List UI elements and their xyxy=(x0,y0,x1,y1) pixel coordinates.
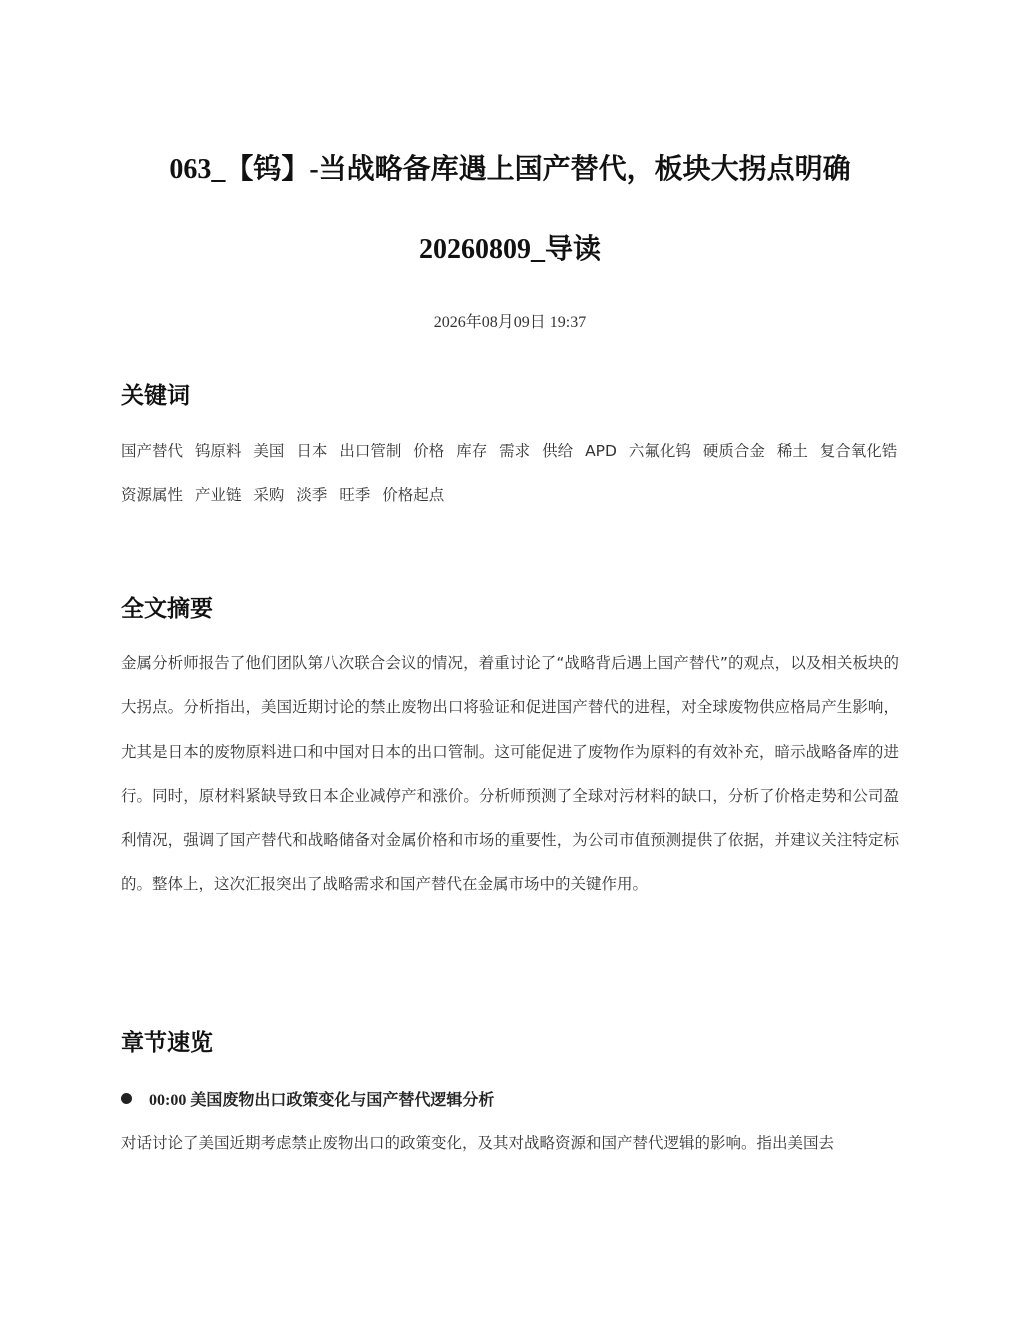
chapter-item-title xyxy=(121,1086,899,1115)
keyword-item: 资源属性 xyxy=(121,486,184,504)
chapter-item-text: 对话讨论了美国近期考虑禁止废物出口的政策变化，及其对战略资源和国产替代逻辑的影响。指出美国去 xyxy=(121,1134,835,1152)
keyword-item: 美国 xyxy=(253,442,285,460)
keyword-item: 价格起点 xyxy=(382,486,445,504)
keyword-item: 供给 xyxy=(542,442,574,460)
chapter-time: 00:00 xyxy=(149,1092,187,1109)
bullet-icon xyxy=(121,1093,132,1104)
keyword-item: 出口管制 xyxy=(339,442,402,460)
summary-heading: 全文摘要 xyxy=(121,596,213,622)
keyword-item: 采购 xyxy=(253,486,285,504)
title-line-1: 063_【钨】-当战略备库遇上国产替代，板块大拐点明确 xyxy=(169,154,851,185)
title-line-2: 20260809_导读 xyxy=(418,234,601,265)
keyword-item: APD xyxy=(585,442,617,460)
chapter-title: 美国废物出口政策变化与国产替代逻辑分析 xyxy=(190,1090,495,1109)
keyword-item: 库存 xyxy=(456,442,488,460)
keywords-list xyxy=(121,429,911,517)
chapters-heading: 章节速览 xyxy=(121,1030,213,1056)
document-title xyxy=(101,130,919,290)
keyword-item: 六氟化钨 xyxy=(628,442,691,460)
keyword-item: 淡季 xyxy=(296,486,328,504)
keyword-item: 价格 xyxy=(413,442,445,460)
keyword-item: 稀土 xyxy=(776,442,808,460)
keywords-heading: 关键词 xyxy=(121,383,190,409)
keyword-item: 日本 xyxy=(296,442,328,460)
keyword-item: 国产替代 xyxy=(121,442,184,460)
keyword-item: 硬质合金 xyxy=(702,442,765,460)
keyword-item: 钨原料 xyxy=(194,442,242,460)
keyword-item: 复合氧化锆 xyxy=(819,442,898,460)
document-date: 2026年08月09日 19:37 xyxy=(433,314,587,331)
keyword-item: 旺季 xyxy=(339,486,371,504)
keyword-item: 需求 xyxy=(499,442,531,460)
summary-text: 金属分析师报告了他们团队第八次联合会议的情况，着重讨论了“战略背后遇上国产替代”的观点，以及相关板块的大拐点。分析指出，美国近期讨论的禁止废物出口将验证和促进国产替代的进程，对全球废物供应格局产生影响，尤其是日本的废物原料进口和中国对日本的出口管制。这可能促进了废物作为原料的有效补充，暗示战略备库的进行。同时，原材料紧缺导致日本企业减停产和涨价。分析师预测了全球对污材料的缺口，分析了价格走势和公司盈利情况，强调了国产替代和战略储备对金属价格和市场的重要性，为公司市值预测提供了依据，并建议关注特定标的。整体上，这次汇报突出了战略需求和国产替代在金属市场中的关键作用。 xyxy=(121,654,899,894)
keyword-item: 产业链 xyxy=(194,486,242,504)
